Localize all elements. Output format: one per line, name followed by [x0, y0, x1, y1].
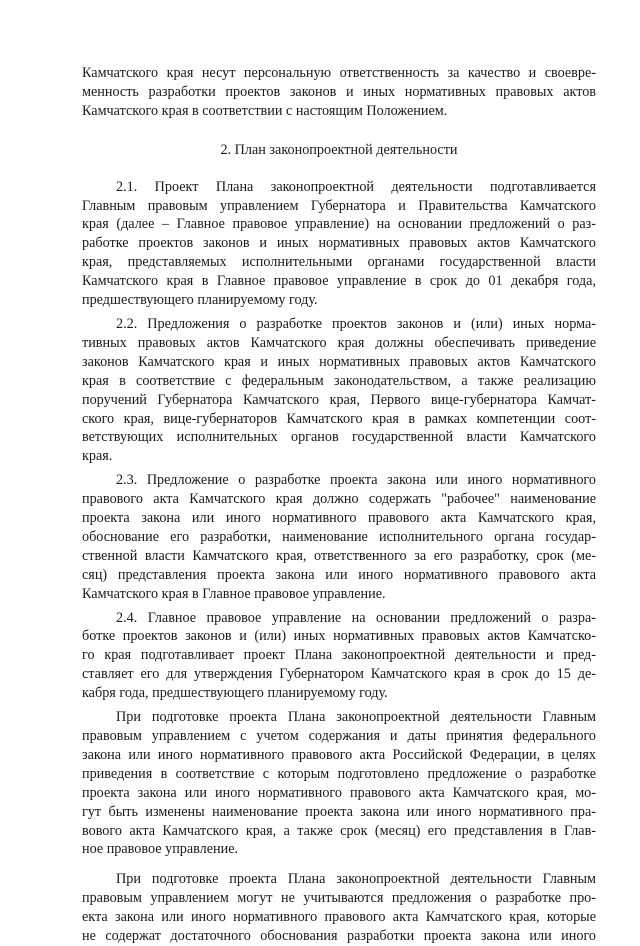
text-line: края (далее – Главное правовое управление) на основании предложений о раз- [82, 216, 596, 233]
text-line: правовым управлением с учетом содержания и даты принятия федерального [82, 728, 596, 744]
text-line: ственной власти Камчатского края, ответственного за его разработку, срок (ме- [82, 547, 596, 564]
text-line: ставляет его для утверждения Губернатором Камчатского края в срок до 15 де- [82, 666, 596, 683]
text-line: работке проектов законов и иных нормативных правовых актов Камчатского [82, 235, 596, 252]
text-line: 2.3. Предложение о разработке проекта закона или иного нормативного [116, 472, 596, 489]
text-line: 2.2. Предложения о разработке проектов законов и (или) иных норма- [116, 315, 596, 332]
text-line: екта закона или иного нормативного правового акта Камчатского края, которые [82, 909, 596, 926]
paragraph-preparation-1 [82, 708, 596, 859]
text-line: ное правовое управление. [82, 841, 239, 858]
text-line: Камчатского края в Главное правовое управление. [82, 585, 386, 602]
text-line: правового акта Камчатского края должно содержать "рабочее" наименование [82, 491, 596, 508]
text-line: поручений Губернатора Камчатского края, Первого вице-губернатора Камчат- [82, 391, 596, 408]
paragraph-2-3 [82, 471, 596, 603]
text-line: проекта закона или иного нормативного правового акта Камчатского края, [82, 510, 596, 527]
text-line: законов Камчатского края и иных нормативных правовых актов Камчатского [82, 353, 596, 370]
text-line: сяц) представления проекта закона или иного нормативного правового акта [82, 566, 596, 583]
text-line: края, представляемых исполнительными органами государственной власти [82, 254, 596, 271]
text-line: закона или иного нормативного правового акта Российской Федерации, в целях [82, 746, 596, 763]
text-line: проекта закона или иного нормативного правового акта Камчатского края, мо- [82, 784, 596, 801]
text-line: правовым управлением могут не учитываются предложения о разработке про- [82, 890, 596, 907]
text-line: тивных правовых актов Камчатского края должны обеспечивать приведение [82, 334, 596, 351]
text-line: 2.4. Главное правовое управление на основании предложений о разра- [116, 609, 596, 626]
text-line: Камчатского края в Главное правовое управление в срок до 01 декабря года, [82, 273, 596, 290]
text-line: ботке проектов законов и (или) иных нормативных правовых актов Камчатско- [82, 628, 596, 645]
text-line: Камчатского края несут персональную ответственность за качество и своевре- [82, 65, 596, 81]
text-line: гут быть изменены наименование проекта закона или иного нормативного пра- [82, 803, 596, 820]
paragraph-preparation-2 [82, 870, 596, 946]
text-line: 2.1. Проект Плана законопроектной деятельности подготавливается [116, 178, 596, 195]
text-line: предшествующего планируемому году. [82, 292, 318, 309]
text-line: ветствующих исполнительных органов государственной власти Камчатского [82, 429, 596, 446]
paragraph-2-2 [82, 315, 596, 466]
text-line: края. [82, 448, 113, 465]
text-line: менность разработки проектов законов и иных нормативных правовых актов [82, 83, 596, 100]
text-line: При подготовке проекта Плана законопроектной деятельности Главным [116, 871, 596, 888]
text-line: не содержат достаточного обоснования разработки проекта закона или иного [82, 928, 596, 945]
intro-paragraph [82, 64, 596, 121]
paragraph-2-4 [82, 609, 596, 704]
text-line: го края подготавливает проект Плана законопроектной деятельности и пред- [82, 647, 596, 664]
text-line: вового акта Камчатского края, а также срок (месяц) его представления в Глав- [82, 822, 596, 839]
text-line: приведения в соответствие с которым подготовлено предложение о разработке [82, 765, 596, 782]
text-line: кабря года, предшествующего планируемому году. [82, 685, 388, 702]
text-line: Камчатского края в соответствии с настоящим Положением. [82, 102, 448, 119]
section-heading: 2. План законопроектной деятельности [220, 141, 458, 158]
text-line: обоснование его разработки, наименование исполнительного органа государ- [82, 528, 596, 545]
text-line: ского края, вице-губернаторов Камчатского края в рамках компетенции соот- [82, 410, 596, 427]
text-line: Главным правовым управлением Губернатора и Правительства Камчатского [82, 197, 596, 214]
text-line: края в соответствие с федеральным законодательством, а также реализацию [82, 372, 596, 389]
text-line: При подготовке проекта Плана законопроектной деятельности Главным [116, 709, 596, 726]
paragraph-2-1 [82, 178, 596, 310]
